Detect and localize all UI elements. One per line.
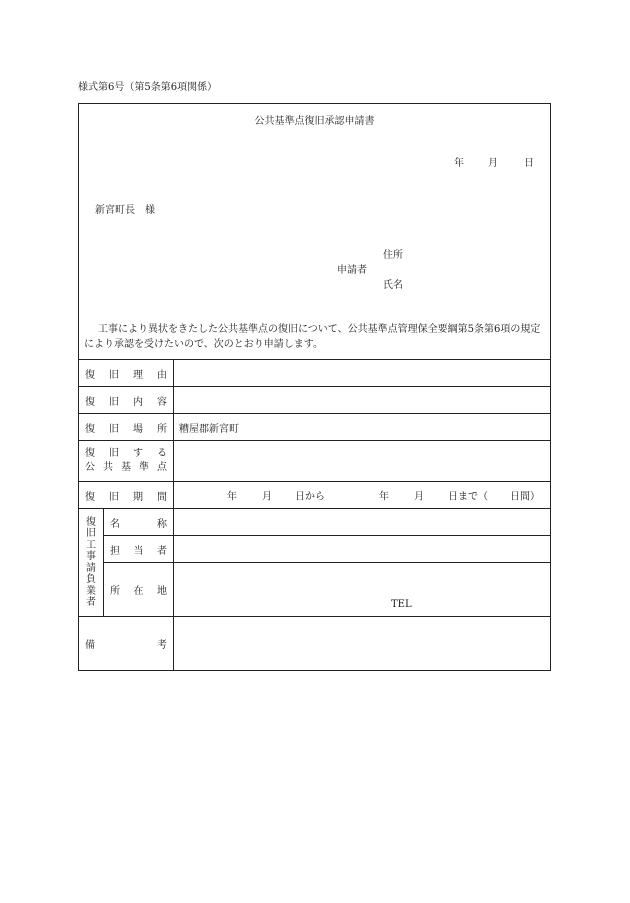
date-day-label: 日 <box>524 158 534 169</box>
points-value[interactable] <box>174 441 551 482</box>
date-year-label: 年 <box>454 158 464 169</box>
points-label: 復 旧 す る 公 共 基 準 点 <box>79 441 174 482</box>
applicant-label: 申請者 <box>337 265 367 276</box>
remarks-label: 備 考 <box>79 617 174 671</box>
content-value[interactable] <box>174 387 551 414</box>
remarks-row <box>79 617 551 671</box>
period-month-end: 月 <box>414 491 424 503</box>
content-label: 復 旧 内 容 <box>79 387 174 414</box>
contractor-address-row <box>79 563 551 617</box>
addressee: 新宮町長 様 <box>95 205 155 216</box>
form-number: 様式第6号（第5条第6項関係） <box>78 82 218 93</box>
period-row <box>79 482 551 509</box>
tel-label: TEL <box>391 599 412 610</box>
contractor-address-value[interactable] <box>174 563 551 617</box>
contractor-person-value[interactable] <box>174 536 551 563</box>
period-year-start: 年 <box>227 491 237 503</box>
location-row <box>79 414 551 441</box>
contractor-address-label: 所 在 地 <box>104 563 174 617</box>
request-body-text: 工事により異状をきたした公共基準点の復旧について、公共基準点管理保全要綱第5条第6項の規定により承認を受けたいので、次のとおり申請します。 <box>84 324 541 350</box>
location-value[interactable]: 糟屋郡新宮町 <box>174 414 551 441</box>
contractor-person-row <box>79 536 551 563</box>
points-row <box>79 441 551 482</box>
period-month-start: 月 <box>262 491 272 503</box>
period-from: 日から <box>295 491 325 503</box>
document-title: 公共基準点復旧承認申請書 <box>254 116 375 127</box>
reason-row <box>79 360 551 387</box>
applicant-name-label: 氏名 <box>383 280 403 291</box>
period-days: 日間） <box>510 491 540 503</box>
contractor-name-row <box>79 509 551 536</box>
period-until: 日まで（ <box>448 491 488 503</box>
applicant-address-label: 住所 <box>383 250 403 261</box>
contractor-name-label: 名 称 <box>104 509 174 536</box>
application-table <box>78 359 551 671</box>
reason-value[interactable] <box>174 360 551 387</box>
period-label: 復 旧 期 間 <box>79 482 174 509</box>
contractor-person-label: 担 当 者 <box>104 536 174 563</box>
reason-label: 復 旧 理 由 <box>79 360 174 387</box>
date-month-label: 月 <box>488 158 498 169</box>
period-year-end: 年 <box>379 491 389 503</box>
location-label: 復 旧 場 所 <box>79 414 174 441</box>
content-row <box>79 387 551 414</box>
contractor-group-label: 復 旧 工 事 請 負 業 者 <box>79 509 104 617</box>
period-value[interactable] <box>174 482 551 509</box>
contractor-name-value[interactable] <box>174 509 551 536</box>
remarks-value[interactable] <box>174 617 551 671</box>
